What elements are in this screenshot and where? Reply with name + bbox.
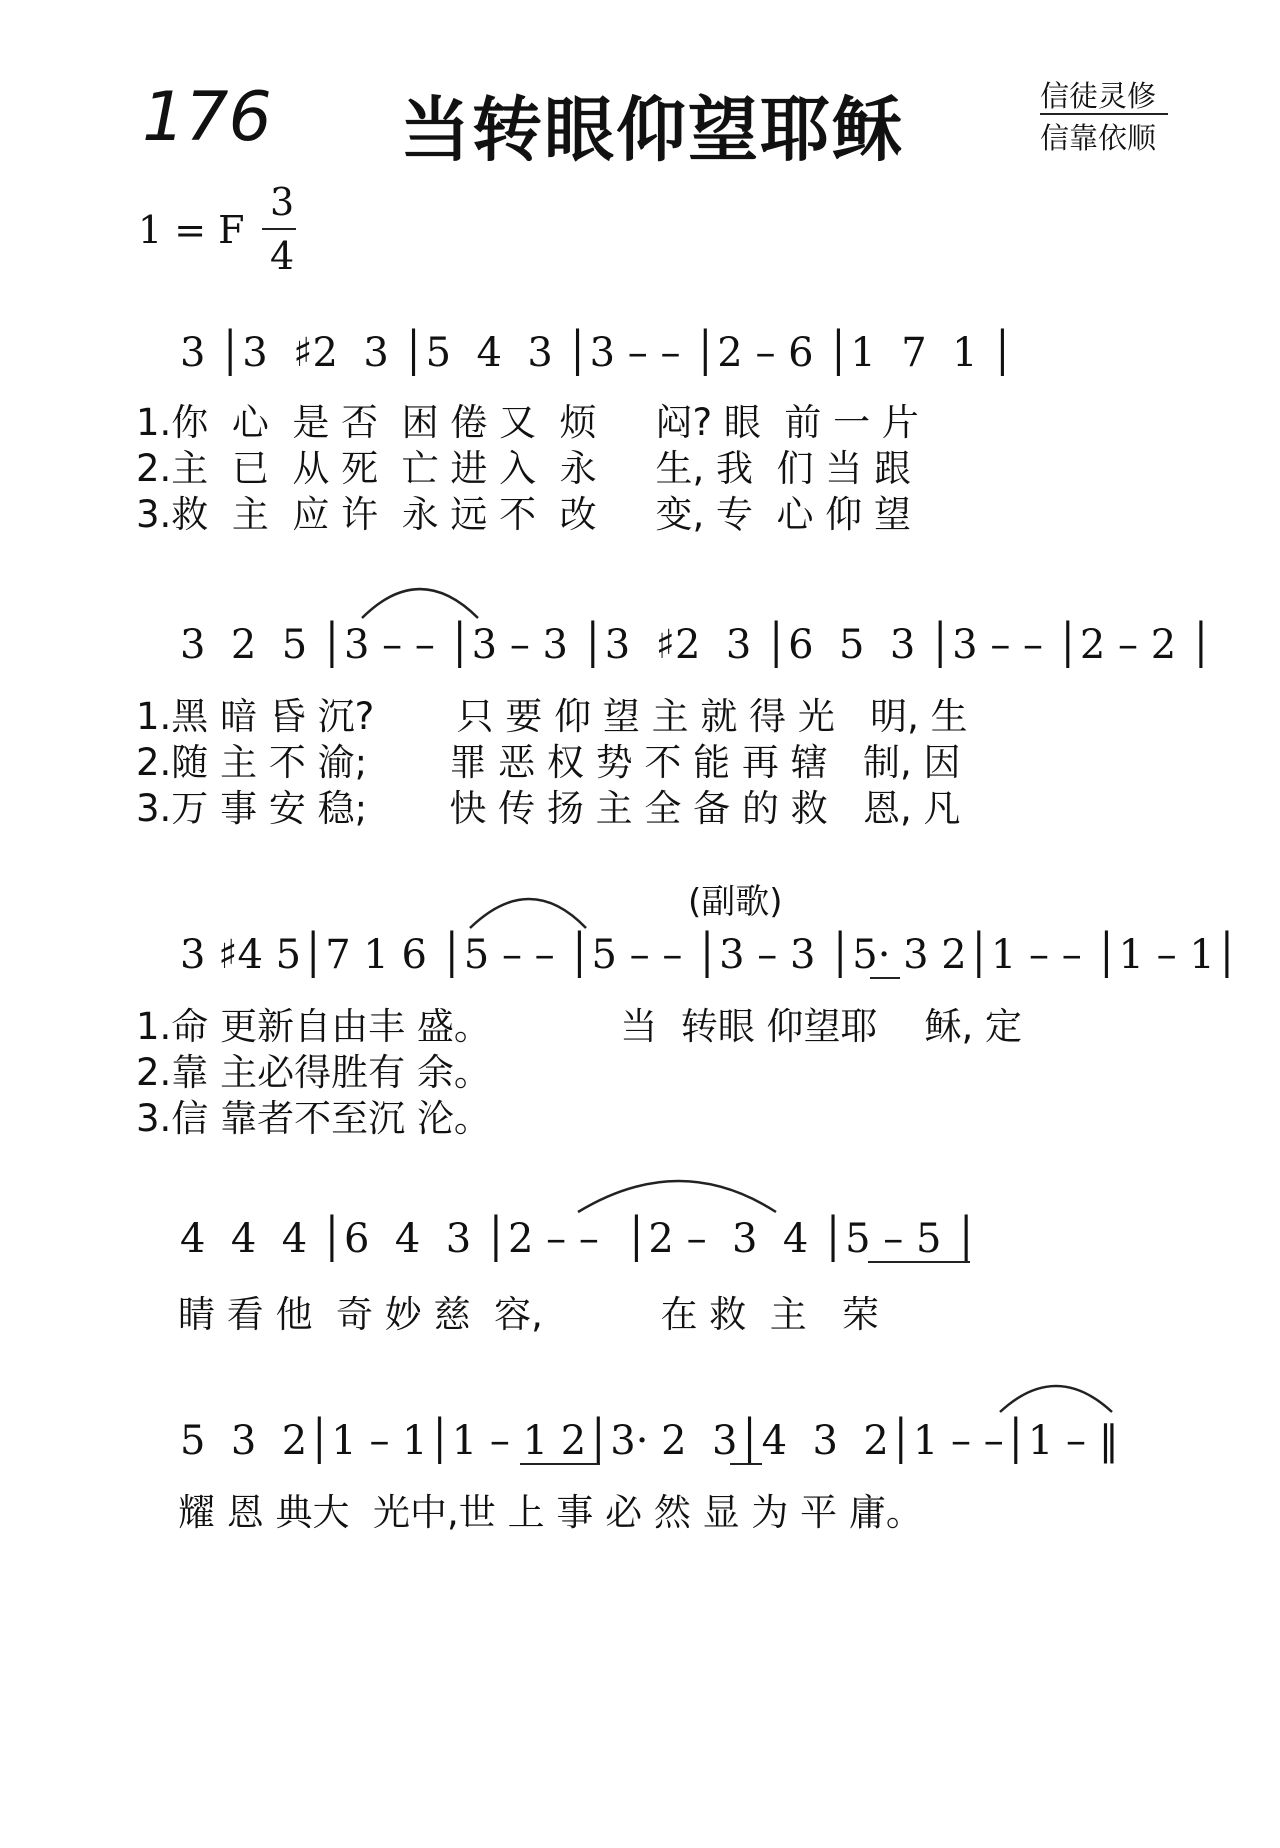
lyrics-s1-verse-2: 2.主 已 从 死 亡 进 入 永 生, 我 们 当 跟 [136, 447, 912, 490]
lyrics-s2-verse-1: 1.黑 暗 昏 沉? 只 要 仰 望 主 就 得 光 明, 生 [136, 695, 968, 738]
lyrics-s3-verse-3: 3.信 靠者不至沉 沦。 [136, 1097, 491, 1140]
slur-4 [1000, 1386, 1112, 1412]
lyrics-s4: 睛 看 他 奇 妙 慈 容, 在 救 主 荣 [178, 1293, 880, 1336]
lyrics-s3-verse-1: 1.命 更新自由丰 盛。 当 转眼 仰望耶 稣, 定 [136, 1005, 1023, 1048]
slur-2 [470, 899, 586, 928]
chorus-label: (副歌) [688, 882, 783, 922]
lyrics-s2-verse-3: 3.万 事 安 稳; 快 传 扬 主 全 备 的 救 恩, 凡 [136, 787, 961, 830]
notes-system-1: 3 │3 ♯2 3 │5 4 3 │3 – – │2 – 6 │1 7 1 │ [180, 330, 1015, 376]
lyrics-s3-verse-2: 2.靠 主必得胜有 余。 [136, 1051, 491, 1094]
lyrics-s5: 耀 恩 典大 光中,世 上 事 必 然 显 为 平 庸。 [178, 1491, 923, 1534]
lyrics-s1-verse-3: 3.救 主 应 许 永 远 不 改 变, 专 心 仰 望 [136, 493, 912, 536]
notes-system-3: 3 ♯4 5│7 1 6 │5 – – │5 – – │3 – 3 │5· 3 2│1 – – │1 – 1│ [180, 932, 1239, 978]
category-bottom: 信靠依顺 [1040, 121, 1157, 155]
notes-system-5: 5 3 2│1 – 1│1 – 1 2│3· 2 3│4 3 2│1 – –│1 – ‖ [180, 1418, 1119, 1464]
category-top: 信徒灵修 [1040, 79, 1157, 113]
notes-system-4: 4 4 4 │6 4 3 │2 – – │2 – 3 4 │5 – 5 │ [180, 1216, 979, 1262]
key-signature: 1 = F [138, 208, 245, 252]
time-signature-bottom: 4 [270, 234, 295, 278]
lyrics-s1-verse-1: 1.你 心 是 否 困 倦 又 烦 闷? 眼 前 一 片 [136, 401, 919, 444]
hymn-number: 176 [142, 78, 272, 157]
lyrics-s2-verse-2: 2.随 主 不 渝; 罪 恶 权 势 不 能 再 辖 制, 因 [136, 741, 961, 784]
notes-system-2: 3 2 5 │3 – – │3 – 3 │3 ♯2 3 │6 5 3 │3 – – │2 – 2 │ [180, 622, 1213, 668]
slur-1 [362, 589, 478, 618]
slur-3 [578, 1181, 776, 1212]
time-signature-top: 3 [270, 180, 295, 224]
hymn-title: 当转眼仰望耶稣 [400, 89, 904, 171]
